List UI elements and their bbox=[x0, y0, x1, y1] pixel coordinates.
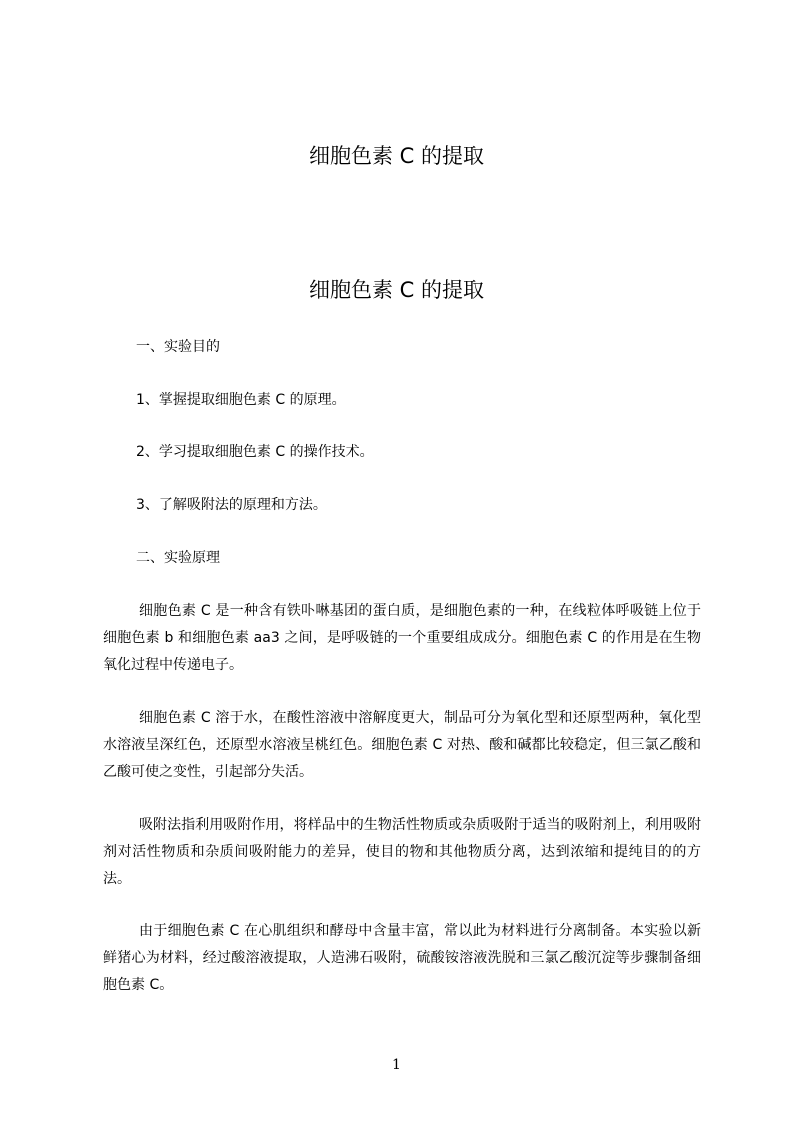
purpose-item-2: 2、学习提取细胞色素 C 的操作技术。 bbox=[136, 444, 374, 460]
section-heading-purpose: 一、实验目的 bbox=[136, 339, 220, 355]
purpose-item-3: 3、了解吸附法的原理和方法。 bbox=[136, 497, 327, 513]
section-heading-principle: 二、实验原理 bbox=[136, 550, 220, 566]
principle-paragraph-2: 细胞色素 C 溶于水，在酸性溶液中溶解度更大，制品可分为氧化型和还原型两种，氧化型水溶液呈深红色，还原型水溶液呈桃红色。细胞色素 C 对热、酸和碱都比较稳定，但三氯乙酸和乙酸可使之变性，引起部分失活。 bbox=[103, 710, 701, 780]
page-title: 细胞色素 C 的提取 bbox=[308, 278, 484, 302]
header-title: 细胞色素 C 的提取 bbox=[308, 144, 484, 168]
principle-paragraph-1: 细胞色素 C 是一种含有铁卟啉基团的蛋白质，是细胞色素的一种，在线粒体呼吸链上位于细胞色素 b 和细胞色素 aa3 之间，是呼吸链的一个重要组成成分。细胞色素 C 的作用是在生物氧化过程中传递电子。 bbox=[103, 603, 701, 673]
principle-paragraph-3: 吸附法指利用吸附作用，将样品中的生物活性物质或杂质吸附于适当的吸附剂上，利用吸附剂对活性物质和杂质间吸附能力的差异，使目的物和其他物质分离，达到浓缩和提纯目的的方法。 bbox=[103, 817, 701, 887]
principle-paragraph-4: 由于细胞色素 C 在心肌组织和酵母中含量丰富，常以此为材料进行分离制备。本实验以新鲜猪心为材料，经过酸溶液提取，人造沸石吸附，硫酸铵溶液洗脱和三氯乙酸沉淀等步骤制备细胞色素 C。 bbox=[103, 923, 701, 993]
purpose-item-1: 1、掌握提取细胞色素 C 的原理。 bbox=[136, 392, 346, 408]
page-number: 1 bbox=[392, 1057, 401, 1073]
